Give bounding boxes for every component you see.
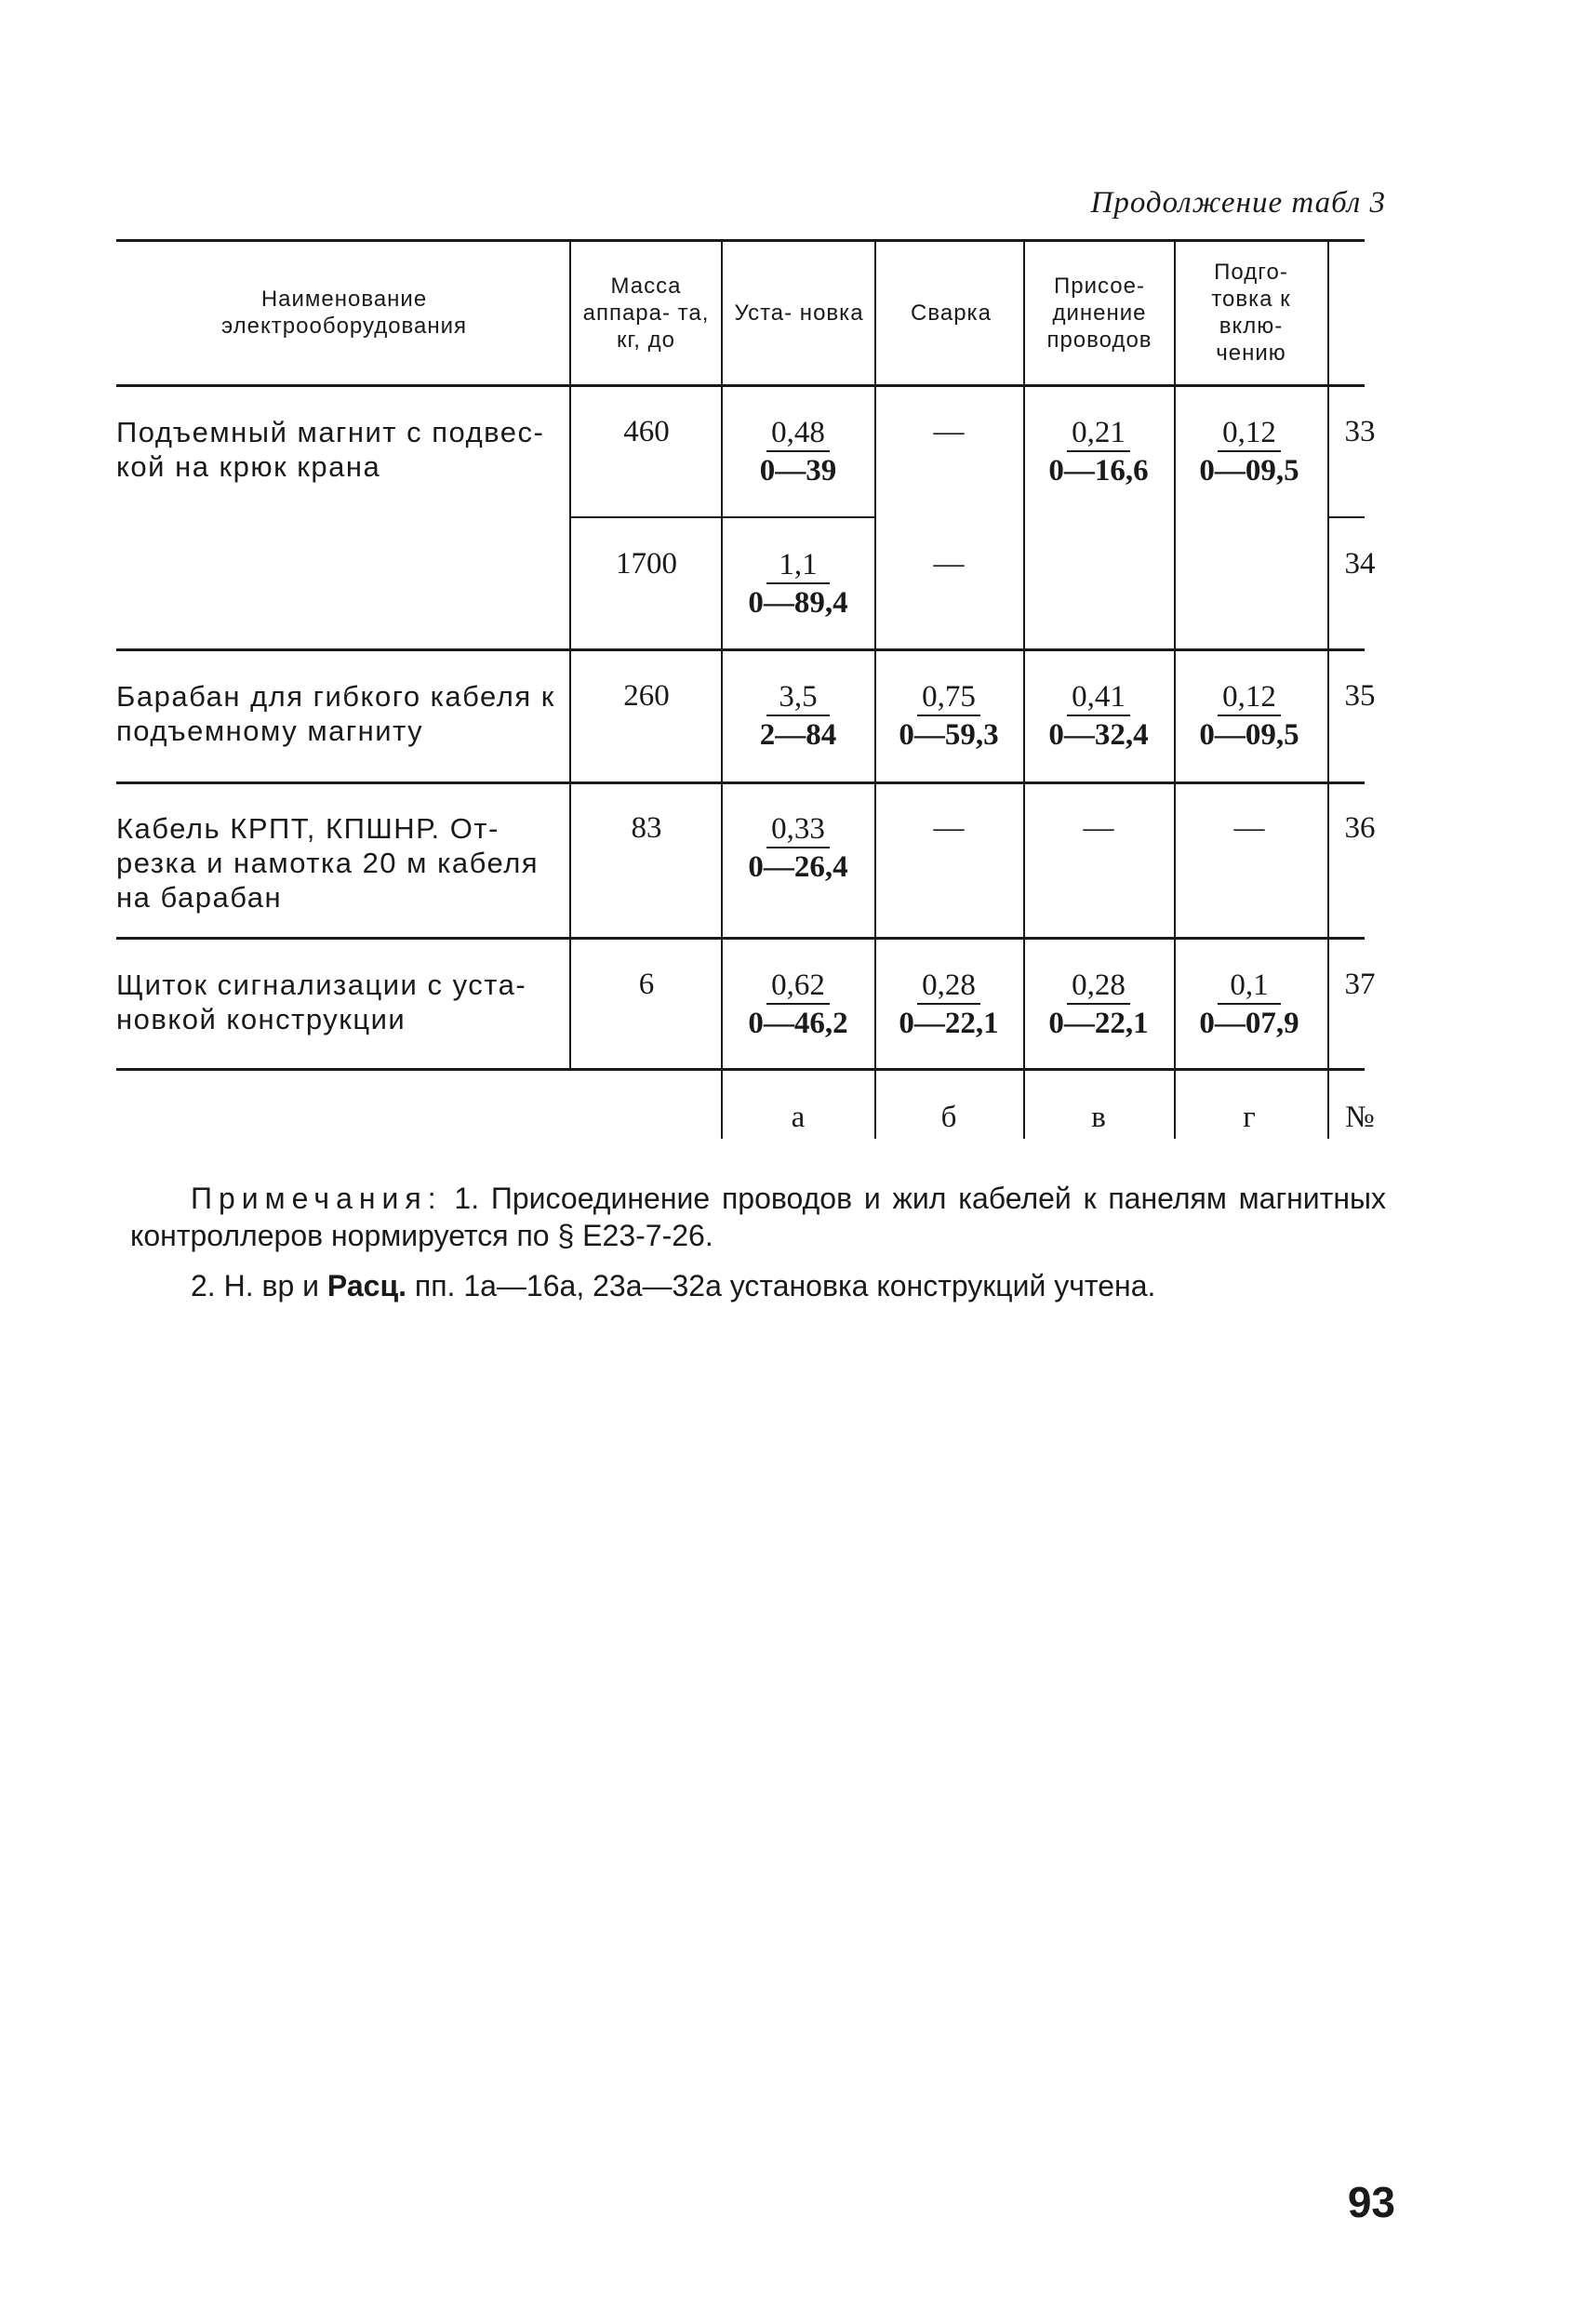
row33-connect-num: 0,21 xyxy=(1067,415,1130,452)
row35-mass: 260 xyxy=(623,679,670,713)
footer-col-d: г xyxy=(1243,1101,1256,1134)
row33-install xyxy=(728,415,868,489)
row33-connect xyxy=(1029,415,1168,489)
header-name: Наименование электрооборудования xyxy=(220,287,468,339)
row33-mass: 460 xyxy=(623,415,670,448)
row36-install xyxy=(728,811,868,886)
row35-connect-num: 0,41 xyxy=(1067,679,1130,716)
footer-col-a: а xyxy=(791,1101,806,1134)
row35-name: Барабан для гибкого кабеля к подъемному магниту xyxy=(116,680,555,747)
footer-col-c: в xyxy=(1091,1101,1106,1134)
row35-prepare-den: 0—09,5 xyxy=(1199,718,1299,752)
note-2-part-b: пп. 1а—16а, 23а—32а установка конструкций учтена. xyxy=(414,1269,1156,1302)
note-1 xyxy=(130,1180,1386,1254)
notes-label: Примечания: xyxy=(191,1182,443,1215)
row34-number: 34 xyxy=(1344,547,1376,581)
footer-col-b: б xyxy=(940,1101,957,1134)
row36-number: 36 xyxy=(1344,811,1376,845)
row35-install-den: 2—84 xyxy=(759,718,837,752)
footer-number-sign: № xyxy=(1345,1101,1375,1134)
header-bottom-rule xyxy=(116,384,1365,387)
row33-prepare-num: 0,12 xyxy=(1218,415,1281,452)
row37-connect xyxy=(1029,968,1168,1042)
row34-mass: 1700 xyxy=(616,547,677,581)
row34-install-den: 0—89,4 xyxy=(748,586,848,620)
row36-connect: — xyxy=(1083,811,1114,845)
row33-divider-no xyxy=(1327,516,1365,518)
col-divider-3 xyxy=(874,239,876,1139)
row37-weld-den: 0—22,1 xyxy=(899,1007,999,1040)
row35-connect-den: 0—32,4 xyxy=(1048,718,1149,752)
col-divider-6 xyxy=(1327,239,1329,1139)
row33-weld: — xyxy=(933,415,965,448)
col-divider-5 xyxy=(1174,239,1176,1139)
row37-weld-num: 0,28 xyxy=(917,968,980,1005)
row37-bottom-rule xyxy=(116,1068,1365,1071)
row35-weld xyxy=(879,679,1019,754)
row35-bottom-rule xyxy=(116,781,1365,784)
row33-connect-den: 0—16,6 xyxy=(1048,454,1149,488)
table-caption: Продолжение табл 3 xyxy=(1090,186,1386,220)
note-2-bold: Расц. xyxy=(326,1269,406,1302)
table-top-rule xyxy=(116,239,1365,242)
row35-weld-den: 0—59,3 xyxy=(899,718,999,752)
row35-connect xyxy=(1029,679,1168,754)
row36-name: Кабель КРПТ, КПШНР. От- резка и намотка 20 м кабеля на барабан xyxy=(116,812,540,914)
row36-install-den: 0—26,4 xyxy=(748,850,848,884)
header-connect: Присое- динение проводов xyxy=(1046,273,1152,353)
row36-bottom-rule xyxy=(116,937,1365,940)
row37-number: 37 xyxy=(1344,968,1376,1001)
row34-install-num: 1,1 xyxy=(766,547,830,584)
row37-install-den: 0—46,2 xyxy=(748,1007,848,1040)
row33-prepare-den: 0—09,5 xyxy=(1199,454,1299,488)
header-install: Уста- новка xyxy=(734,300,864,326)
row35-number: 35 xyxy=(1344,679,1376,713)
row33-number: 33 xyxy=(1344,415,1376,448)
row37-connect-den: 0—22,1 xyxy=(1048,1007,1149,1040)
row37-install xyxy=(728,968,868,1042)
row37-weld xyxy=(879,968,1019,1042)
row35-install-num: 3,5 xyxy=(766,679,830,716)
row37-prepare-den: 0—07,9 xyxy=(1199,1007,1299,1040)
col-divider-1 xyxy=(569,239,571,1069)
row33-install-den: 0—39 xyxy=(759,454,837,488)
row33-divider xyxy=(569,516,876,518)
col-divider-4 xyxy=(1023,239,1025,1139)
row37-prepare xyxy=(1179,968,1319,1042)
note-1-text: 1. Присоединение проводов и жил кабелей к панелям магнитных контроллеров нормируется по § Е23-7-26. xyxy=(130,1182,1387,1252)
row35-prepare-num: 0,12 xyxy=(1218,679,1281,716)
row34-weld: — xyxy=(933,547,965,581)
row37-prepare-num: 0,1 xyxy=(1218,968,1281,1005)
page-number: 93 xyxy=(1347,2178,1395,2226)
header-mass: Масса аппара- та, кг, до xyxy=(582,273,710,353)
note-2 xyxy=(130,1267,1386,1304)
header-weld: Сварка xyxy=(911,300,992,326)
row36-weld: — xyxy=(933,811,965,845)
row36-mass: 83 xyxy=(631,811,662,845)
row35-prepare xyxy=(1179,679,1319,754)
note-2-part-a: 2. Н. вр и xyxy=(191,1269,320,1302)
header-prepare: Подго- товка к вклю- чению xyxy=(1211,260,1291,366)
col-divider-2 xyxy=(721,239,723,1139)
row37-mass: 6 xyxy=(638,968,655,1001)
row35-install xyxy=(728,679,868,754)
row35-weld-num: 0,75 xyxy=(917,679,980,716)
row37-connect-num: 0,28 xyxy=(1067,968,1130,1005)
row36-prepare: — xyxy=(1233,811,1265,845)
row37-install-num: 0,62 xyxy=(766,968,830,1005)
row36-install-num: 0,33 xyxy=(766,811,830,848)
row34-install xyxy=(728,547,868,621)
row37-name: Щиток сигнализации с уста- новкой конструкции xyxy=(116,968,527,1035)
row33-prepare xyxy=(1179,415,1319,489)
row34-bottom-rule xyxy=(116,648,1365,651)
row33-install-num: 0,48 xyxy=(766,415,830,452)
row33-name: Подъемный магнит с подвес- кой на крюк крана xyxy=(116,416,545,483)
